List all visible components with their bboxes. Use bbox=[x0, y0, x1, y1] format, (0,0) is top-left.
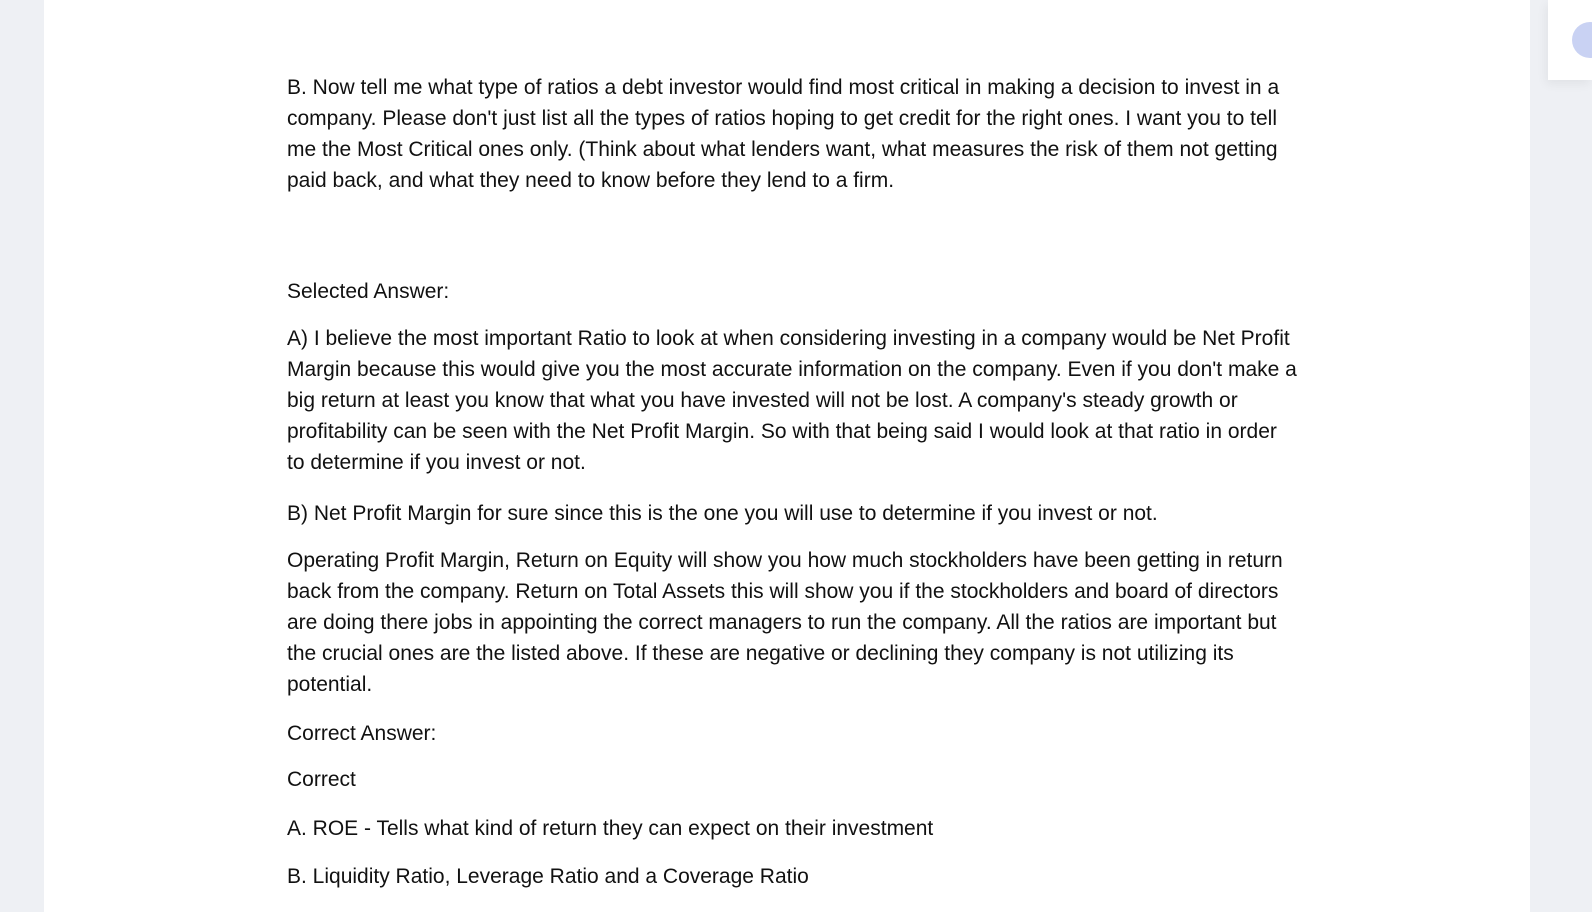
correct-answer-part-b: B. Liquidity Ratio, Leverage Ratio and a Coverage Ratio bbox=[287, 865, 809, 888]
document-page bbox=[44, 0, 1530, 912]
selected-answer-part-b: B) Net Profit Margin for sure since this is the one you will use to determine if you invest or not. bbox=[287, 502, 1158, 525]
selected-answer-label: Selected Answer: bbox=[287, 280, 450, 303]
correct-status: Correct bbox=[287, 768, 356, 791]
selected-answer-operating: Operating Profit Margin, Return on Equity will show you how much stockholders have been getting in return back from the company. Return on Total Assets this will show you if the stockholders and board of directors are doing there jobs in appointing the correct managers to run the company. All the ratios are important but the crucial ones are the listed above. If these are negative or declining they company is not utilizing its potential. bbox=[287, 549, 1283, 696]
document-content bbox=[287, 72, 1297, 892]
selected-answer-part-a: A) I believe the most important Ratio to look at when considering investing in a company would be Net Profit Margin because this would give you the most accurate information on the company. Even if you don't make a big return at least you know that what you have invested will not be lost. A company's steady growth or profitability can be seen with the Net Profit Margin. So with that being said I would look at that ratio in order to determine if you invest or not. bbox=[287, 327, 1297, 474]
question-b-text: B. Now tell me what type of ratios a debt investor would find most critical in making a decision to invest in a company. Please don't just list all the types of ratios hoping to get credit for the right ones. I want you to tell me the Most Critical ones only. (Think about what lenders want, what measures the risk of them not getting paid back, and what they need to know before they lend to a firm. bbox=[287, 76, 1280, 192]
correct-answer-part-a: A. ROE - Tells what kind of return they can expect on their investment bbox=[287, 817, 934, 840]
correct-answer-label: Correct Answer: bbox=[287, 722, 437, 745]
